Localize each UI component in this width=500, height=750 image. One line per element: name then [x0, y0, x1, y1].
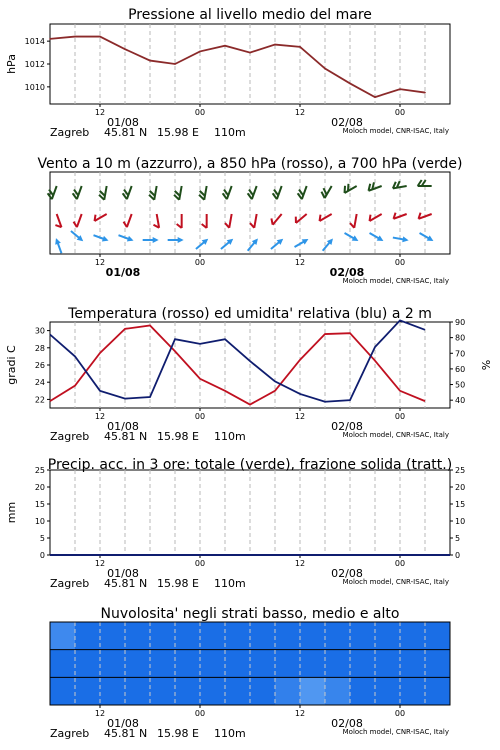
- cloud-cell: [250, 650, 276, 678]
- x-tick-label: 12: [94, 108, 106, 117]
- date-label: 02/08: [331, 116, 363, 129]
- location-lon: 15.98 E: [157, 577, 199, 590]
- panel-frame: [50, 172, 450, 254]
- chart-title: Vento a 10 m (azzurro), a 850 hPa (rosso), a 700 hPa (verde): [37, 156, 463, 172]
- wind-barb: [221, 184, 231, 199]
- wind-barb: [418, 180, 432, 186]
- model-credit: Moloch model, CNR-ISAC, Italy: [342, 431, 449, 439]
- date-label: 02/08: [331, 567, 363, 580]
- wind-barb: [293, 236, 310, 249]
- pressure-point: [424, 92, 426, 94]
- cloud-cell: [150, 622, 176, 650]
- wind-barb: [194, 236, 210, 251]
- x-tick-label: 00: [394, 709, 406, 718]
- wind-barb: [392, 180, 407, 188]
- cloud-cell: [200, 650, 226, 678]
- date-label: 02/08: [329, 266, 365, 279]
- x-tick-label: 12: [294, 108, 306, 117]
- pressure-point: [374, 96, 376, 98]
- wind-barb: [319, 183, 331, 198]
- wind-barb: [72, 212, 81, 227]
- wind-barb: [317, 210, 332, 221]
- cloud-cell: [425, 650, 451, 678]
- cloud-cell: [200, 622, 226, 650]
- x-tick-label: 12: [94, 412, 106, 421]
- x-tick-label: 12: [94, 258, 106, 267]
- wind-barb: [69, 229, 85, 244]
- y-tick-right-label: 0: [455, 551, 461, 560]
- cloud-cell: [400, 622, 426, 650]
- location-city: Zagreb: [50, 577, 90, 590]
- wind-barb: [52, 214, 61, 229]
- wind-barb: [177, 214, 182, 228]
- y-tick-label: 1014: [24, 37, 45, 47]
- pressure-point: [224, 45, 226, 47]
- x-tick-label: 00: [394, 258, 406, 267]
- wind-barb: [392, 209, 407, 218]
- y-tick-right-label: 50: [455, 380, 466, 390]
- chart-title: Nuvolosita' negli strati basso, medio e alto: [100, 606, 400, 622]
- date-label: 02/08: [331, 420, 363, 433]
- cloud-cell: [75, 622, 101, 650]
- date-label: 01/08: [107, 420, 139, 433]
- wind-barb: [168, 237, 184, 243]
- x-tick-label: 12: [94, 559, 106, 568]
- date-label: 01/08: [107, 567, 139, 580]
- location-lon: 15.98 E: [157, 727, 199, 740]
- wind-barb: [46, 184, 56, 199]
- cloud-cell: [275, 622, 301, 650]
- wind-barb: [71, 184, 81, 199]
- cloud-cell: [50, 622, 76, 650]
- pressure-point: [199, 51, 201, 53]
- cloud-cell: [150, 650, 176, 678]
- wind-barb: [296, 184, 306, 199]
- x-tick-label: 12: [294, 559, 306, 568]
- y-tick-right-label: 25: [455, 466, 466, 475]
- date-label: 01/08: [107, 116, 139, 129]
- x-tick-label: 00: [194, 412, 206, 421]
- cloud-cell: [325, 650, 351, 678]
- cloud-cell: [100, 677, 126, 705]
- pressure-line: [50, 37, 425, 98]
- chart-title: Temperatura (rosso) ed umidita' relativa (blu) a 2 m: [68, 306, 432, 322]
- cloud-cell: [300, 677, 326, 705]
- cloud-cell: [350, 622, 376, 650]
- cloud-cell: [125, 677, 151, 705]
- y-tick-label: 1010: [24, 82, 45, 92]
- chart-title: Pressione al livello medio del mare: [128, 7, 372, 23]
- cloud-cell: [300, 622, 326, 650]
- cloud-cell: [350, 650, 376, 678]
- pressure-point: [399, 88, 401, 90]
- cloud-cell: [200, 677, 226, 705]
- location-lon: 15.98 E: [157, 430, 199, 443]
- y-tick-label: 10: [34, 517, 45, 526]
- cloud-cell: [175, 650, 201, 678]
- cloud-cell: [125, 650, 151, 678]
- location-alt: 110m: [214, 126, 246, 139]
- wind-barb: [245, 237, 260, 253]
- location-lat: 45.81 N: [104, 577, 148, 590]
- y-tick-label: 28: [34, 343, 45, 353]
- y-axis-label-right: %: [480, 359, 493, 371]
- model-credit: Moloch model, CNR-ISAC, Italy: [342, 277, 449, 285]
- cloud-cell: [375, 650, 401, 678]
- cloud-cell: [300, 650, 326, 678]
- pressure-point: [99, 36, 101, 38]
- y-axis-label: hPa: [5, 54, 18, 74]
- pressure-point: [149, 60, 151, 62]
- cloud-cell: [50, 650, 76, 678]
- y-tick-right-label: 5: [455, 534, 461, 543]
- wind-barb: [366, 180, 381, 190]
- y-tick-label: 30: [34, 326, 45, 336]
- cloud-cell: [275, 650, 301, 678]
- cloud-cell: [125, 622, 151, 650]
- pressure-point: [174, 63, 176, 65]
- cloud-cell: [75, 650, 101, 678]
- x-tick-label: 00: [394, 108, 406, 117]
- cloud-cell: [400, 650, 426, 678]
- cloud-cell: [225, 677, 251, 705]
- y-tick-right-label: 10: [455, 517, 466, 526]
- wind-barb: [53, 237, 64, 254]
- pressure-point: [124, 48, 126, 50]
- y-tick-label: 22: [34, 395, 45, 405]
- y-tick-label: 5: [39, 534, 45, 543]
- model-credit: Moloch model, CNR-ISAC, Italy: [342, 127, 449, 135]
- x-tick-label: 00: [394, 559, 406, 568]
- wind-barb: [219, 236, 235, 251]
- y-tick-right-label: 15: [455, 500, 466, 509]
- y-tick-right-label: 20: [455, 483, 466, 492]
- wind-barb: [92, 232, 109, 243]
- pressure-point: [49, 38, 51, 40]
- wind-barb: [418, 230, 435, 243]
- location-lat: 45.81 N: [104, 430, 148, 443]
- location-lat: 45.81 N: [104, 126, 148, 139]
- x-tick-label: 12: [294, 412, 306, 421]
- location-city: Zagreb: [50, 727, 90, 740]
- location-lon: 15.98 E: [157, 126, 199, 139]
- date-label: 01/08: [107, 717, 139, 730]
- y-tick-label: 1012: [24, 60, 45, 69]
- x-tick-label: 12: [294, 258, 306, 267]
- location-alt: 110m: [214, 430, 246, 443]
- wind-barb: [202, 214, 207, 228]
- chart-title: Precip. acc. in 3 ore: totale (verde), frazione solida (tratt.): [47, 457, 453, 473]
- y-tick-right-label: 90: [455, 318, 466, 327]
- location-city: Zagreb: [50, 126, 90, 139]
- cloud-cell: [175, 677, 201, 705]
- location-lat: 45.81 N: [104, 727, 148, 740]
- pressure-point: [299, 46, 301, 48]
- wind-barb: [269, 236, 285, 251]
- wind-barb: [117, 232, 134, 243]
- x-tick-label: 00: [194, 709, 206, 718]
- wind-barb: [246, 184, 256, 199]
- wind-barb: [343, 230, 360, 243]
- cloud-cell: [350, 677, 376, 705]
- cloud-cell: [400, 677, 426, 705]
- cloud-cell: [375, 677, 401, 705]
- pressure-point: [274, 44, 276, 46]
- y-tick-label: 24: [34, 378, 45, 388]
- date-label: 02/08: [331, 717, 363, 730]
- cloud-cell: [225, 622, 251, 650]
- pressure-point: [324, 68, 326, 70]
- y-tick-label: 25: [34, 466, 45, 475]
- cloud-cell: [425, 677, 451, 705]
- cloud-cell: [275, 677, 301, 705]
- y-tick-right-label: 40: [455, 396, 466, 406]
- y-tick-right-label: 60: [455, 364, 466, 374]
- y-tick-right-label: 80: [455, 333, 466, 343]
- wind-barb: [271, 184, 281, 199]
- y-tick-label: 0: [39, 551, 45, 560]
- wind-barb: [320, 237, 335, 253]
- cloud-cell: [100, 650, 126, 678]
- y-axis-label: mm: [5, 501, 18, 524]
- wind-barb: [122, 212, 131, 227]
- cloud-cell: [375, 622, 401, 650]
- wind-barb: [92, 210, 107, 221]
- y-axis-label: gradi C: [5, 345, 18, 385]
- wind-barb: [368, 230, 385, 243]
- pressure-point: [74, 36, 76, 38]
- wind-barb: [392, 235, 409, 244]
- y-tick-label: 26: [34, 361, 45, 370]
- y-tick-right-label: 70: [455, 349, 466, 359]
- location-city: Zagreb: [50, 430, 90, 443]
- cloud-cell: [250, 677, 276, 705]
- wind-barb: [152, 214, 159, 229]
- cloud-cell: [100, 622, 126, 650]
- x-tick-label: 12: [94, 709, 106, 718]
- x-tick-label: 00: [194, 108, 206, 117]
- cloud-cell: [75, 677, 101, 705]
- wind-barb: [367, 210, 382, 221]
- location-alt: 110m: [214, 727, 246, 740]
- wind-barb: [143, 237, 159, 243]
- wind-barb: [417, 209, 432, 218]
- pressure-point: [249, 52, 251, 54]
- date-label: 01/08: [105, 266, 141, 279]
- location-alt: 110m: [214, 577, 246, 590]
- model-credit: Moloch model, CNR-ISAC, Italy: [342, 578, 449, 586]
- cloud-cell: [225, 650, 251, 678]
- y-tick-label: 20: [34, 483, 45, 492]
- y-tick-label: 15: [34, 500, 45, 509]
- x-tick-label: 00: [194, 258, 206, 267]
- x-tick-label: 00: [394, 412, 406, 421]
- cloud-cell: [250, 622, 276, 650]
- x-tick-label: 12: [294, 709, 306, 718]
- wind-barb: [342, 181, 357, 193]
- x-tick-label: 00: [194, 559, 206, 568]
- model-credit: Moloch model, CNR-ISAC, Italy: [342, 728, 449, 736]
- cloud-cell: [150, 677, 176, 705]
- pressure-point: [349, 83, 351, 85]
- cloud-cell: [175, 622, 201, 650]
- wind-barb: [121, 184, 131, 199]
- cloud-cell: [325, 677, 351, 705]
- cloud-cell: [325, 622, 351, 650]
- cloud-cell: [425, 622, 451, 650]
- humidity-line: [50, 320, 425, 401]
- cloud-cell: [50, 677, 76, 705]
